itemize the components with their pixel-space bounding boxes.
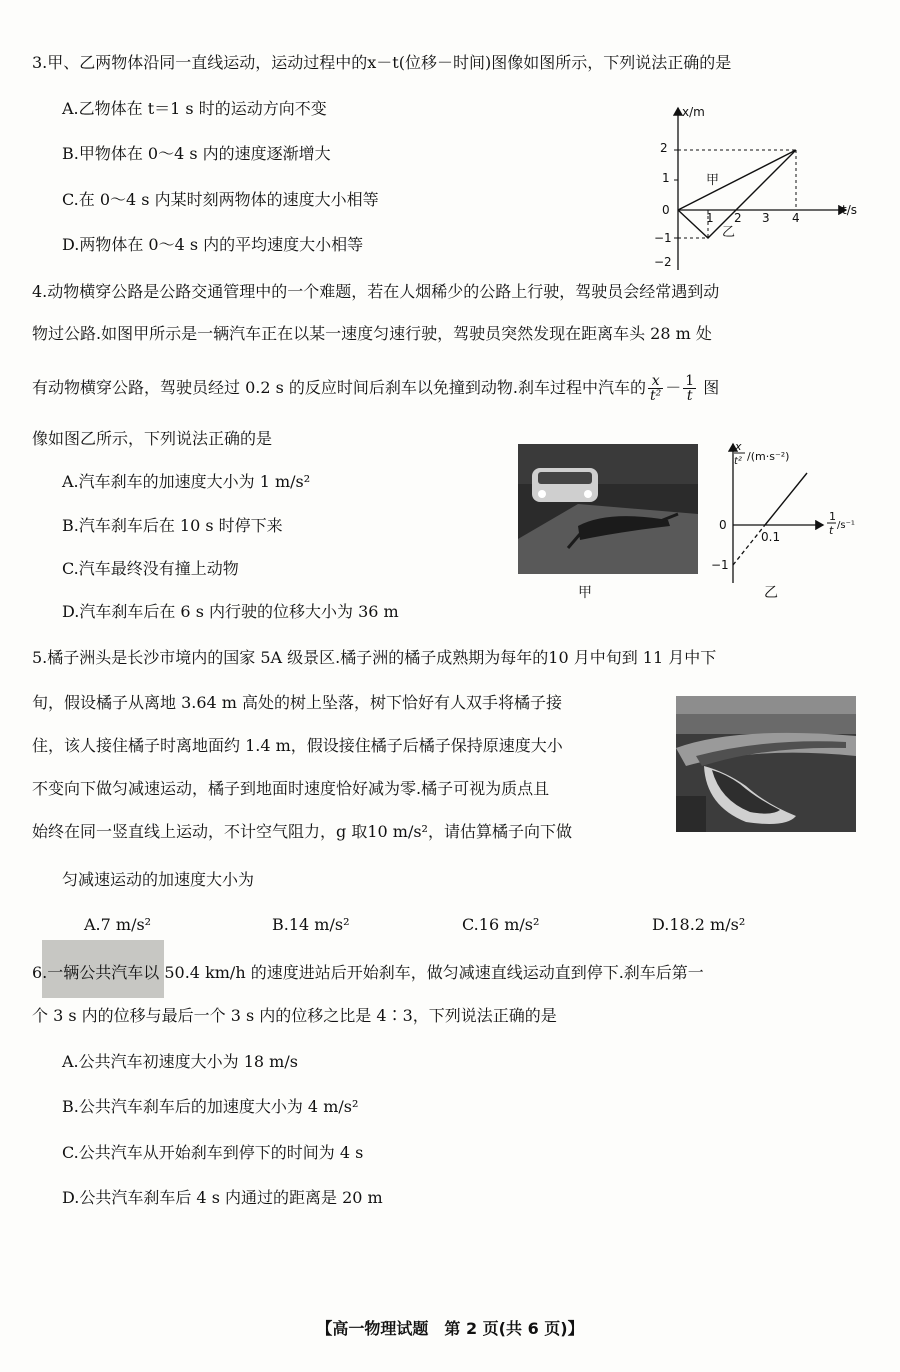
q5-line6: 匀减速运动的加速度大小为 bbox=[62, 870, 255, 889]
q4-option-b: B.汽车刹车后在 10 s 时停下来 bbox=[62, 516, 283, 535]
q4-fraction-x-over-t2: $\frac{x}{\text{t²}}$ bbox=[650, 373, 662, 404]
q4-line1: 4.动物横穿公路是公路交通管理中的一个难题，若在人烟稀少的公路上行驶，驾驶员会经常遇到动 bbox=[32, 282, 720, 301]
q6-option-b: B.公共汽车刹车后的加速度大小为 4 m/s² bbox=[62, 1097, 359, 1116]
q6-option-c: C.公共汽车从开始刹车到停下的时间为 4 s bbox=[62, 1143, 364, 1162]
q6-option-a: A.公共汽车初速度大小为 18 m/s bbox=[62, 1052, 298, 1071]
q5-option-c: C.16 m/s² bbox=[462, 915, 540, 934]
q6-line1: 6.一辆公共汽车以 50.4 km/h 的速度进站后开始刹车，做匀减速直线运动直到停下.刹车后第一 bbox=[32, 963, 704, 982]
q3-option-d: D.两物体在 0～4 s 内的平均速度大小相等 bbox=[62, 235, 364, 254]
q3-y-tick-2: 2 bbox=[660, 141, 668, 155]
q4-line3-text: 有动物横穿公路，驾驶员经过 0.2 s 的反应时间后刹车以免撞到动物.刹车过程中汽车的 bbox=[32, 378, 647, 397]
q3-y-tick-neg2: −2 bbox=[654, 255, 672, 269]
q5-line4: 不变向下做匀减速运动，橘子到地面时速度恰好减为零.橘子可视为质点且 bbox=[32, 779, 550, 798]
q4-fraction-1-over-t: $\frac{1}{t}$ bbox=[685, 373, 695, 404]
q3-x-tick-4: 4 bbox=[792, 211, 800, 225]
q4-line-dashed bbox=[733, 525, 765, 565]
q5-line3: 住，该人接住橘子时离地面约 1.4 m，假设接住橘子后橘子保持原速度大小 bbox=[32, 736, 563, 755]
q4-x-frac-den: t bbox=[829, 524, 834, 537]
q4-tick-neg1: −1 bbox=[711, 558, 729, 572]
q4-graph-yi bbox=[705, 438, 855, 588]
q4-y-frac-den: t² bbox=[734, 456, 742, 467]
q4-option-a: A.汽车刹车的加速度大小为 1 m/s² bbox=[62, 472, 311, 491]
q3-xt-graph bbox=[650, 100, 860, 275]
q4-line2: 物过公路.如图甲所示是一辆汽车正在以某一速度匀速行驶，驾驶员突然发现在距离车头 28 m 处 bbox=[32, 324, 712, 343]
q3-y-axis-label: x/m bbox=[682, 105, 705, 119]
q3-label-yi: 乙 bbox=[722, 225, 736, 240]
q4-car-photo bbox=[518, 444, 698, 574]
q4-line4: 像如图乙所示，下列说法正确的是 bbox=[32, 429, 273, 448]
q5-line5: 始终在同一竖直线上运动，不计空气阻力，g 取10 m/s²，请估算橘子向下做 bbox=[32, 822, 572, 841]
q5-line1: 5.橘子洲头是长沙市境内的国家 5A 级景区.橘子洲的橘子成熟期为每年的10 月中旬到 11 月中下 bbox=[32, 648, 717, 667]
q3-y-tick-0: 0 bbox=[662, 203, 670, 217]
q4-x-unit: /s⁻¹ bbox=[837, 520, 855, 531]
q4-y-frac-num: x bbox=[735, 440, 742, 453]
q4-fig-label-yi: 乙 bbox=[764, 585, 778, 601]
q4-option-c: C.汽车最终没有撞上动物 bbox=[62, 559, 239, 578]
q5-island-photo bbox=[676, 696, 856, 832]
q3-x-tick-1: 1 bbox=[706, 211, 714, 225]
q4-x-frac-num: 1 bbox=[829, 510, 836, 523]
q4-line-solid bbox=[765, 473, 807, 525]
q3-y-tick-1: 1 bbox=[662, 171, 670, 185]
q4-y-unit: /(m·s⁻²) bbox=[747, 450, 790, 463]
q5-option-d: D.18.2 m/s² bbox=[652, 915, 746, 934]
q4-tick-01: 0.1 bbox=[761, 530, 781, 544]
q5-option-b: B.14 m/s² bbox=[272, 915, 350, 934]
q4-option-d: D.汽车刹车后在 6 s 内行驶的位移大小为 36 m bbox=[62, 602, 399, 621]
q3-option-c: C.在 0～4 s 内某时刻两物体的速度大小相等 bbox=[62, 190, 379, 209]
q3-x-tick-3: 3 bbox=[762, 211, 770, 225]
q4-line3-tail: 图 bbox=[703, 378, 720, 397]
q3-label-jia: 甲 bbox=[706, 173, 720, 188]
q3-x-axis-label: t/s bbox=[842, 203, 857, 217]
q6-option-d: D.公共汽车刹车后 4 s 内通过的距离是 20 m bbox=[62, 1188, 383, 1207]
page-footer: 【高一物理试题 第 2 页(共 6 页)】 bbox=[316, 1319, 584, 1338]
q4-origin: 0 bbox=[719, 518, 727, 532]
q5-line2: 旬，假设橘子从离地 3.64 m 高处的树上坠落，树下恰好有人双手将橘子接 bbox=[32, 693, 563, 712]
q5-option-a: A.7 m/s² bbox=[84, 915, 152, 934]
q3-stem: 3.甲、乙两物体沿同一直线运动，运动过程中的x－t(位移－时间)图像如图所示，下列说法正确的是 bbox=[32, 53, 732, 72]
q4-fig-label-jia: 甲 bbox=[578, 585, 592, 601]
q3-option-a: A.乙物体在 t＝1 s 时的运动方向不变 bbox=[62, 99, 327, 118]
q3-x-tick-2: 2 bbox=[734, 211, 742, 225]
q3-y-tick-neg1: −1 bbox=[654, 231, 672, 245]
q3-option-b: B.甲物体在 0～4 s 内的速度逐渐增大 bbox=[62, 144, 331, 163]
q4-line3: 有动物横穿公路，驾驶员经过 0.2 s 的反应时间后刹车以免撞到动物.刹车过程中汽车的 $\frac{x}{\text{t²}}$ － $\frac{1}{t}$ 图 bbox=[32, 373, 720, 404]
q6-line2: 个 3 s 内的位移与最后一个 3 s 内的位移之比是 4∶3，下列说法正确的是 bbox=[32, 1006, 557, 1025]
q3-line-jia bbox=[678, 150, 796, 210]
